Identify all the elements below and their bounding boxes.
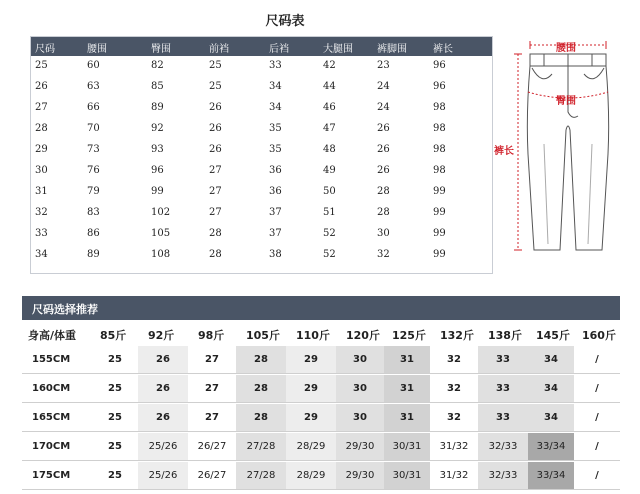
- size-chart-cell: 38: [269, 249, 282, 260]
- weight-column-header: 125斤: [392, 329, 426, 342]
- recommendation-table-body: [22, 346, 620, 492]
- size-chart-cell: 35: [269, 144, 282, 155]
- hip-label: 臀围: [556, 96, 576, 107]
- size-chart-cell: 32: [35, 207, 48, 218]
- weight-column-header: 92斤: [148, 329, 175, 342]
- size-chart-row: [31, 204, 492, 225]
- recommended-size-cell: 29: [286, 375, 336, 402]
- recommended-size-cell: 30/31: [384, 433, 430, 460]
- recommended-size-cell: 28/29: [286, 462, 336, 489]
- size-chart-cell: 93: [151, 144, 164, 155]
- recommended-size-cell: 34: [528, 404, 574, 431]
- recommendation-header-bar: [22, 296, 620, 320]
- recommended-size-cell: 29/30: [336, 433, 384, 460]
- size-chart-cell: 23: [377, 60, 390, 71]
- size-chart-cell: 86: [87, 228, 100, 239]
- recommended-size-cell: 26/27: [188, 433, 236, 460]
- recommended-size-cell: 26: [138, 346, 188, 373]
- size-chart-cell: 26: [377, 165, 390, 176]
- weight-column-header: 132斤: [440, 329, 474, 342]
- size-chart-cell: 31: [35, 186, 48, 197]
- size-chart-cell: 30: [377, 228, 390, 239]
- size-chart-cell: 99: [433, 228, 446, 239]
- recommended-size-cell: 32: [430, 375, 478, 402]
- size-chart-cell: 26: [209, 144, 222, 155]
- size-chart-cell: 83: [87, 207, 100, 218]
- recommended-size-cell: 34: [528, 346, 574, 373]
- size-chart-cell: 76: [87, 165, 100, 176]
- weight-column-header: 110斤: [296, 329, 330, 342]
- height-label: 165CM: [32, 412, 71, 423]
- size-chart-cell: 102: [151, 207, 171, 218]
- size-chart-cell: 92: [151, 123, 164, 134]
- size-chart-row: [31, 78, 492, 99]
- size-chart-cell: 34: [35, 249, 48, 260]
- recommended-size-cell: 27/28: [236, 433, 286, 460]
- weight-column-header: 120斤: [346, 329, 380, 342]
- recommended-size-cell: /: [574, 375, 620, 402]
- length-label: 裤长: [494, 146, 514, 157]
- recommendation-row: [22, 346, 620, 373]
- recommended-size-cell: 28: [236, 404, 286, 431]
- recommended-size-cell: 33/34: [528, 462, 574, 489]
- size-chart-cell: 26: [209, 123, 222, 134]
- recommended-size-cell: 29/30: [336, 462, 384, 489]
- size-chart-header-cell: 臀围: [151, 44, 171, 55]
- size-chart-cell: 63: [87, 81, 100, 92]
- weight-column-header: 98斤: [198, 329, 225, 342]
- recommended-size-cell: 31/32: [430, 462, 478, 489]
- size-chart-cell: 29: [35, 144, 48, 155]
- size-chart-cell: 30: [35, 165, 48, 176]
- recommended-size-cell: 30/31: [384, 462, 430, 489]
- size-chart-header-cell: 裤长: [433, 44, 453, 55]
- size-chart-cell: 27: [35, 102, 48, 113]
- recommended-size-cell: 27: [188, 346, 236, 373]
- size-chart-cell: 99: [433, 249, 446, 260]
- size-chart-cell: 52: [323, 228, 336, 239]
- recommended-size-cell: 29: [286, 346, 336, 373]
- size-chart-title: 尺码表: [265, 14, 305, 29]
- weight-column-header: 105斤: [246, 329, 280, 342]
- size-chart-cell: 66: [87, 102, 100, 113]
- recommended-size-cell: 33/34: [528, 433, 574, 460]
- size-chart-cell: 27: [209, 207, 222, 218]
- size-chart-cell: 52: [323, 249, 336, 260]
- recommended-size-cell: 32: [430, 346, 478, 373]
- size-chart-cell: 98: [433, 123, 446, 134]
- recommended-size-cell: 25: [92, 462, 138, 489]
- size-chart-cell: 79: [87, 186, 100, 197]
- size-chart-cell: 32: [377, 249, 390, 260]
- corner-label: 身高/体重: [28, 329, 77, 342]
- size-chart-cell: 108: [151, 249, 171, 260]
- size-chart-cell: 60: [87, 60, 100, 71]
- size-chart-cell: 25: [209, 81, 222, 92]
- size-chart-cell: 96: [151, 165, 164, 176]
- recommended-size-cell: 31: [384, 404, 430, 431]
- size-chart-cell: 105: [151, 228, 171, 239]
- size-chart-table: [30, 36, 493, 274]
- size-chart-cell: 26: [35, 81, 48, 92]
- recommended-size-cell: 31: [384, 346, 430, 373]
- size-chart-cell: 27: [209, 165, 222, 176]
- size-chart-cell: 51: [323, 207, 336, 218]
- recommended-size-cell: 32: [430, 404, 478, 431]
- recommendation-title: 尺码选择推荐: [32, 303, 98, 316]
- size-chart-cell: 98: [433, 144, 446, 155]
- size-chart-cell: 28: [209, 249, 222, 260]
- pants-measurement-diagram: [494, 34, 634, 262]
- recommendation-column-headers: [22, 320, 620, 348]
- recommended-size-cell: 34: [528, 375, 574, 402]
- size-chart-cell: 33: [35, 228, 48, 239]
- size-chart-cell: 50: [323, 186, 336, 197]
- height-label: 160CM: [32, 383, 71, 394]
- recommended-size-cell: 25/26: [138, 462, 188, 489]
- size-chart-cell: 25: [209, 60, 222, 71]
- size-chart-row: [31, 99, 492, 120]
- weight-column-header: 145斤: [536, 329, 570, 342]
- height-label: 170CM: [32, 441, 71, 452]
- size-chart-cell: 49: [323, 165, 336, 176]
- size-chart-cell: 89: [87, 249, 100, 260]
- size-chart-cell: 28: [35, 123, 48, 134]
- row-divider: [22, 489, 620, 490]
- size-chart-cell: 73: [87, 144, 100, 155]
- height-label: 175CM: [32, 470, 71, 481]
- recommended-size-cell: /: [574, 462, 620, 489]
- recommended-size-cell: 32/33: [478, 433, 528, 460]
- recommended-size-cell: 25: [92, 433, 138, 460]
- size-chart-row: [31, 120, 492, 141]
- recommended-size-cell: 25: [92, 375, 138, 402]
- size-chart-row: [31, 246, 492, 267]
- recommended-size-cell: /: [574, 433, 620, 460]
- size-chart-row: [31, 225, 492, 246]
- row-divider: [22, 373, 620, 374]
- recommended-size-cell: 29: [286, 404, 336, 431]
- size-chart-row: [31, 183, 492, 204]
- row-divider: [22, 460, 620, 461]
- size-chart-cell: 37: [269, 228, 282, 239]
- recommended-size-cell: 28/29: [286, 433, 336, 460]
- size-chart-cell: 28: [209, 228, 222, 239]
- size-chart-cell: 70: [87, 123, 100, 134]
- size-chart-cell: 34: [269, 102, 282, 113]
- recommendation-row: [22, 404, 620, 431]
- size-chart-row: [31, 162, 492, 183]
- recommended-size-cell: 25: [92, 346, 138, 373]
- size-chart-cell: 28: [377, 207, 390, 218]
- recommended-size-cell: /: [574, 404, 620, 431]
- size-chart-cell: 96: [433, 60, 446, 71]
- size-chart-cell: 24: [377, 81, 390, 92]
- recommendation-row: [22, 433, 620, 460]
- recommended-size-cell: 27: [188, 375, 236, 402]
- recommended-size-cell: 25/26: [138, 433, 188, 460]
- recommended-size-cell: 26: [138, 404, 188, 431]
- size-chart-cell: 48: [323, 144, 336, 155]
- size-chart-cell: 27: [209, 186, 222, 197]
- size-chart-row: [31, 57, 492, 78]
- size-chart-header-cell: 前裆: [209, 44, 229, 55]
- weight-column-header: 138斤: [488, 329, 522, 342]
- recommended-size-cell: 30: [336, 346, 384, 373]
- recommendation-row: [22, 462, 620, 489]
- size-chart-cell: 26: [377, 123, 390, 134]
- recommendation-row: [22, 375, 620, 402]
- size-chart-cell: 26: [209, 102, 222, 113]
- size-chart-cell: 35: [269, 123, 282, 134]
- recommended-size-cell: 26/27: [188, 462, 236, 489]
- size-chart-cell: 36: [269, 186, 282, 197]
- size-chart-header-cell: 腰围: [87, 44, 107, 55]
- size-chart-row: [31, 141, 492, 162]
- size-chart-cell: 46: [323, 102, 336, 113]
- size-chart-cell: 34: [269, 81, 282, 92]
- recommended-size-cell: 30: [336, 404, 384, 431]
- recommended-size-cell: 26: [138, 375, 188, 402]
- size-chart-cell: 99: [433, 207, 446, 218]
- weight-column-header: 85斤: [100, 329, 127, 342]
- pants-outline-icon: [494, 34, 634, 262]
- size-chart-cell: 47: [323, 123, 336, 134]
- recommended-size-cell: 32/33: [478, 462, 528, 489]
- size-chart-cell: 26: [377, 144, 390, 155]
- height-label: 155CM: [32, 354, 71, 365]
- size-chart-cell: 42: [323, 60, 336, 71]
- recommended-size-cell: 25: [92, 404, 138, 431]
- size-chart-header-cell: 裤脚围: [377, 44, 407, 55]
- recommended-size-cell: 28: [236, 346, 286, 373]
- recommended-size-cell: 33: [478, 404, 528, 431]
- size-chart-cell: 89: [151, 102, 164, 113]
- size-chart-cell: 96: [433, 81, 446, 92]
- recommended-size-cell: /: [574, 346, 620, 373]
- size-chart-cell: 36: [269, 165, 282, 176]
- recommended-size-cell: 31/32: [430, 433, 478, 460]
- size-chart-header-cell: 大腿围: [323, 44, 353, 55]
- row-divider: [22, 431, 620, 432]
- recommended-size-cell: 27/28: [236, 462, 286, 489]
- weight-column-header: 160斤: [582, 329, 616, 342]
- size-chart-cell: 28: [377, 186, 390, 197]
- size-chart-cell: 82: [151, 60, 164, 71]
- size-chart-cell: 85: [151, 81, 164, 92]
- size-chart-header-cell: 后裆: [269, 44, 289, 55]
- size-chart-header-row: [31, 37, 492, 56]
- recommended-size-cell: 33: [478, 346, 528, 373]
- size-chart-cell: 25: [35, 60, 48, 71]
- size-chart-cell: 44: [323, 81, 336, 92]
- waist-label: 腰围: [556, 43, 576, 54]
- size-chart-cell: 37: [269, 207, 282, 218]
- recommended-size-cell: 27: [188, 404, 236, 431]
- row-divider: [22, 402, 620, 403]
- size-chart-header-cell: 尺码: [35, 44, 55, 55]
- recommended-size-cell: 31: [384, 375, 430, 402]
- recommended-size-cell: 33: [478, 375, 528, 402]
- size-chart-cell: 98: [433, 165, 446, 176]
- size-chart-cell: 98: [433, 102, 446, 113]
- size-chart-cell: 99: [151, 186, 164, 197]
- recommended-size-cell: 30: [336, 375, 384, 402]
- size-chart-cell: 24: [377, 102, 390, 113]
- size-chart-cell: 99: [433, 186, 446, 197]
- size-chart-cell: 33: [269, 60, 282, 71]
- recommended-size-cell: 28: [236, 375, 286, 402]
